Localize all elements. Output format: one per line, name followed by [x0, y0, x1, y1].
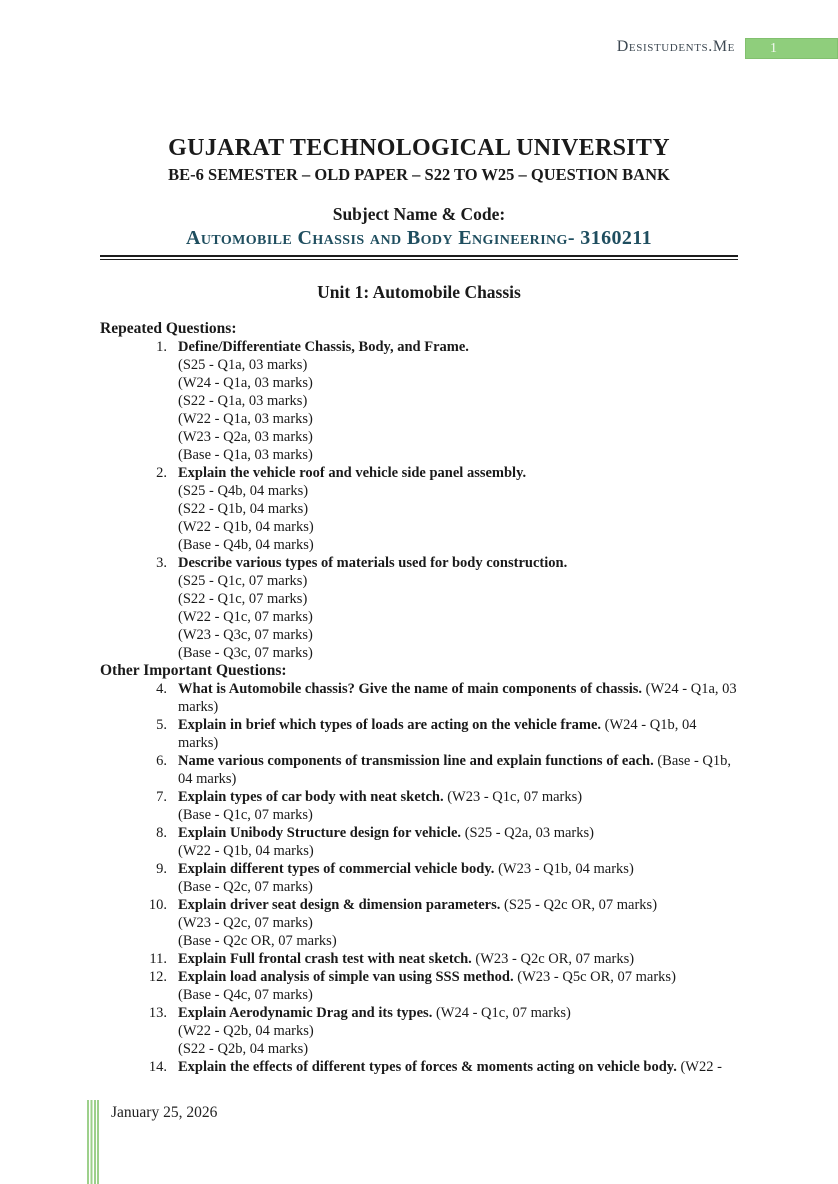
question-citation: (W24 - Q1a, 03 marks)	[178, 375, 313, 391]
question-text: Explain load analysis of simple van using SSS method.	[178, 969, 514, 985]
question-citation: (S25 - Q1c, 07 marks)	[178, 573, 308, 589]
question-citation: (W22 -	[680, 1059, 722, 1075]
question-citation: (Base - Q1b, 04 marks)	[178, 753, 732, 787]
question-number: 1.	[156, 339, 167, 355]
question-text: Describe various types of materials used for body construction.	[178, 555, 568, 571]
question-citation: (W23 - Q5c OR, 07 marks)	[517, 969, 676, 985]
question-citation: (W22 - Q2b, 04 marks)	[178, 1023, 314, 1039]
question-number: 7.	[156, 789, 167, 805]
question-number: 2.	[156, 465, 167, 481]
question-item	[100, 860, 738, 896]
question-body	[178, 554, 738, 662]
question-body	[178, 896, 738, 950]
question-item	[100, 824, 738, 860]
question-text: Explain different types of commercial vehicle body.	[178, 861, 495, 877]
question-text: Define/Differentiate Chassis, Body, and Frame.	[178, 339, 469, 355]
question-text: Explain driver seat design & dimension parameters.	[178, 897, 501, 913]
question-citation: (W23 - Q1b, 04 marks)	[498, 861, 634, 877]
question-citation: (S25 - Q2c OR, 07 marks)	[503, 897, 658, 913]
question-body	[178, 1004, 738, 1058]
question-number: 4.	[156, 681, 167, 697]
question-citation: (Base - Q3c, 07 marks)	[178, 645, 313, 661]
question-number: 9.	[156, 861, 167, 877]
question-citation: (W23 - Q2a, 03 marks)	[178, 429, 313, 445]
question-citation: (S22 - Q1c, 07 marks)	[178, 591, 308, 607]
university-title: GUJARAT TECHNOLOGICAL UNIVERSITY	[168, 135, 670, 161]
page-number-badge: 1	[745, 38, 838, 59]
question-number: 10.	[148, 897, 167, 913]
question-list	[100, 320, 738, 1076]
question-text: Explain Aerodynamic Drag and its types.	[178, 1005, 433, 1021]
question-text: Explain the effects of different types of forces & moments acting on vehicle body.	[178, 1059, 677, 1075]
subject-title: Automobile Chassis and Body Engineering- 3160211	[185, 227, 652, 249]
question-body	[178, 788, 738, 824]
question-number: 8.	[156, 825, 167, 841]
question-item	[100, 716, 738, 752]
question-bank-content	[100, 280, 738, 1076]
question-item	[100, 554, 738, 662]
question-citation: (W24 - Q1b, 04 marks)	[178, 717, 697, 751]
question-citation: (S22 - Q1a, 03 marks)	[178, 393, 308, 409]
question-item	[100, 1004, 738, 1058]
question-number: 11.	[149, 951, 167, 967]
question-number: 3.	[156, 555, 167, 571]
question-citation: (Base - Q4c, 07 marks)	[178, 987, 313, 1003]
footer-decoration-lines	[87, 1100, 99, 1184]
question-citation: (W22 - Q1a, 03 marks)	[178, 411, 313, 427]
question-body	[178, 716, 738, 752]
question-item	[100, 950, 738, 968]
question-body	[178, 464, 738, 554]
question-number: 12.	[148, 969, 167, 985]
question-text: Explain Full frontal crash test with neat sketch.	[178, 951, 472, 967]
question-citation: (W23 - Q1c, 07 marks)	[447, 789, 583, 805]
question-number: 13.	[148, 1005, 167, 1021]
question-number: 14.	[148, 1059, 167, 1075]
question-citation: (W23 - Q3c, 07 marks)	[178, 627, 313, 643]
question-number: 5.	[156, 717, 167, 733]
question-citation: (W23 - Q2c OR, 07 marks)	[475, 951, 635, 967]
question-citation: (Base - Q2c OR, 07 marks)	[178, 933, 337, 949]
question-number: 6.	[156, 753, 167, 769]
question-text: What is Automobile chassis? Give the name of main components of chassis.	[178, 681, 643, 697]
question-body	[178, 860, 738, 896]
question-item	[100, 464, 738, 554]
question-item	[100, 896, 738, 950]
question-citation: (W24 - Q1a, 03 marks)	[178, 681, 737, 715]
section-heading: Repeated Questions:	[100, 320, 237, 337]
question-body	[178, 950, 738, 968]
question-text: Explain Unibody Structure design for vehicle.	[178, 825, 462, 841]
question-citation: (W22 - Q1b, 04 marks)	[178, 519, 314, 535]
question-citation: (W22 - Q1b, 04 marks)	[178, 843, 314, 859]
question-citation: (W23 - Q2c, 07 marks)	[178, 915, 313, 931]
question-item	[100, 752, 738, 788]
question-citation: (S25 - Q4b, 04 marks)	[178, 483, 309, 499]
subject-label: Subject Name & Code:	[332, 204, 506, 224]
footer-date: January 25, 2026	[111, 1104, 218, 1121]
question-text: Explain types of car body with neat sketch.	[178, 789, 444, 805]
question-body	[178, 968, 738, 1004]
question-citation: (S22 - Q1b, 04 marks)	[178, 501, 309, 517]
question-body	[178, 752, 738, 788]
question-text: Explain the vehicle roof and vehicle side panel assembly.	[178, 465, 527, 481]
question-citation: (S25 - Q2a, 03 marks)	[464, 825, 594, 841]
site-name: Desistudents.Me	[616, 38, 735, 55]
question-body	[178, 1058, 738, 1076]
question-item	[100, 680, 738, 716]
question-item	[100, 788, 738, 824]
title-block	[100, 133, 738, 260]
question-citation: (Base - Q2c, 07 marks)	[178, 879, 313, 895]
question-citation: (Base - Q1a, 03 marks)	[178, 447, 313, 463]
question-citation: (S22 - Q2b, 04 marks)	[178, 1041, 309, 1057]
title-divider	[100, 255, 738, 260]
question-citation: (W22 - Q1c, 07 marks)	[178, 609, 313, 625]
question-body	[178, 338, 738, 464]
question-text: Explain in brief which types of loads are acting on the vehicle frame.	[178, 717, 602, 733]
question-item	[100, 338, 738, 464]
question-citation: (Base - Q4b, 04 marks)	[178, 537, 314, 553]
question-body	[178, 824, 738, 860]
question-citation: (W24 - Q1c, 07 marks)	[435, 1005, 571, 1021]
question-text: Name various components of transmission line and explain functions of each.	[178, 753, 654, 769]
section-heading: Other Important Questions:	[100, 662, 287, 679]
question-item	[100, 968, 738, 1004]
question-citation: (S25 - Q1a, 03 marks)	[178, 357, 308, 373]
question-body	[178, 680, 738, 716]
unit-title: Unit 1: Automobile Chassis	[317, 282, 521, 302]
question-item	[100, 1058, 738, 1076]
question-citation: (Base - Q1c, 07 marks)	[178, 807, 313, 823]
series-subtitle: BE-6 SEMESTER – OLD PAPER – S22 TO W25 – QUESTION BANK	[168, 165, 670, 184]
